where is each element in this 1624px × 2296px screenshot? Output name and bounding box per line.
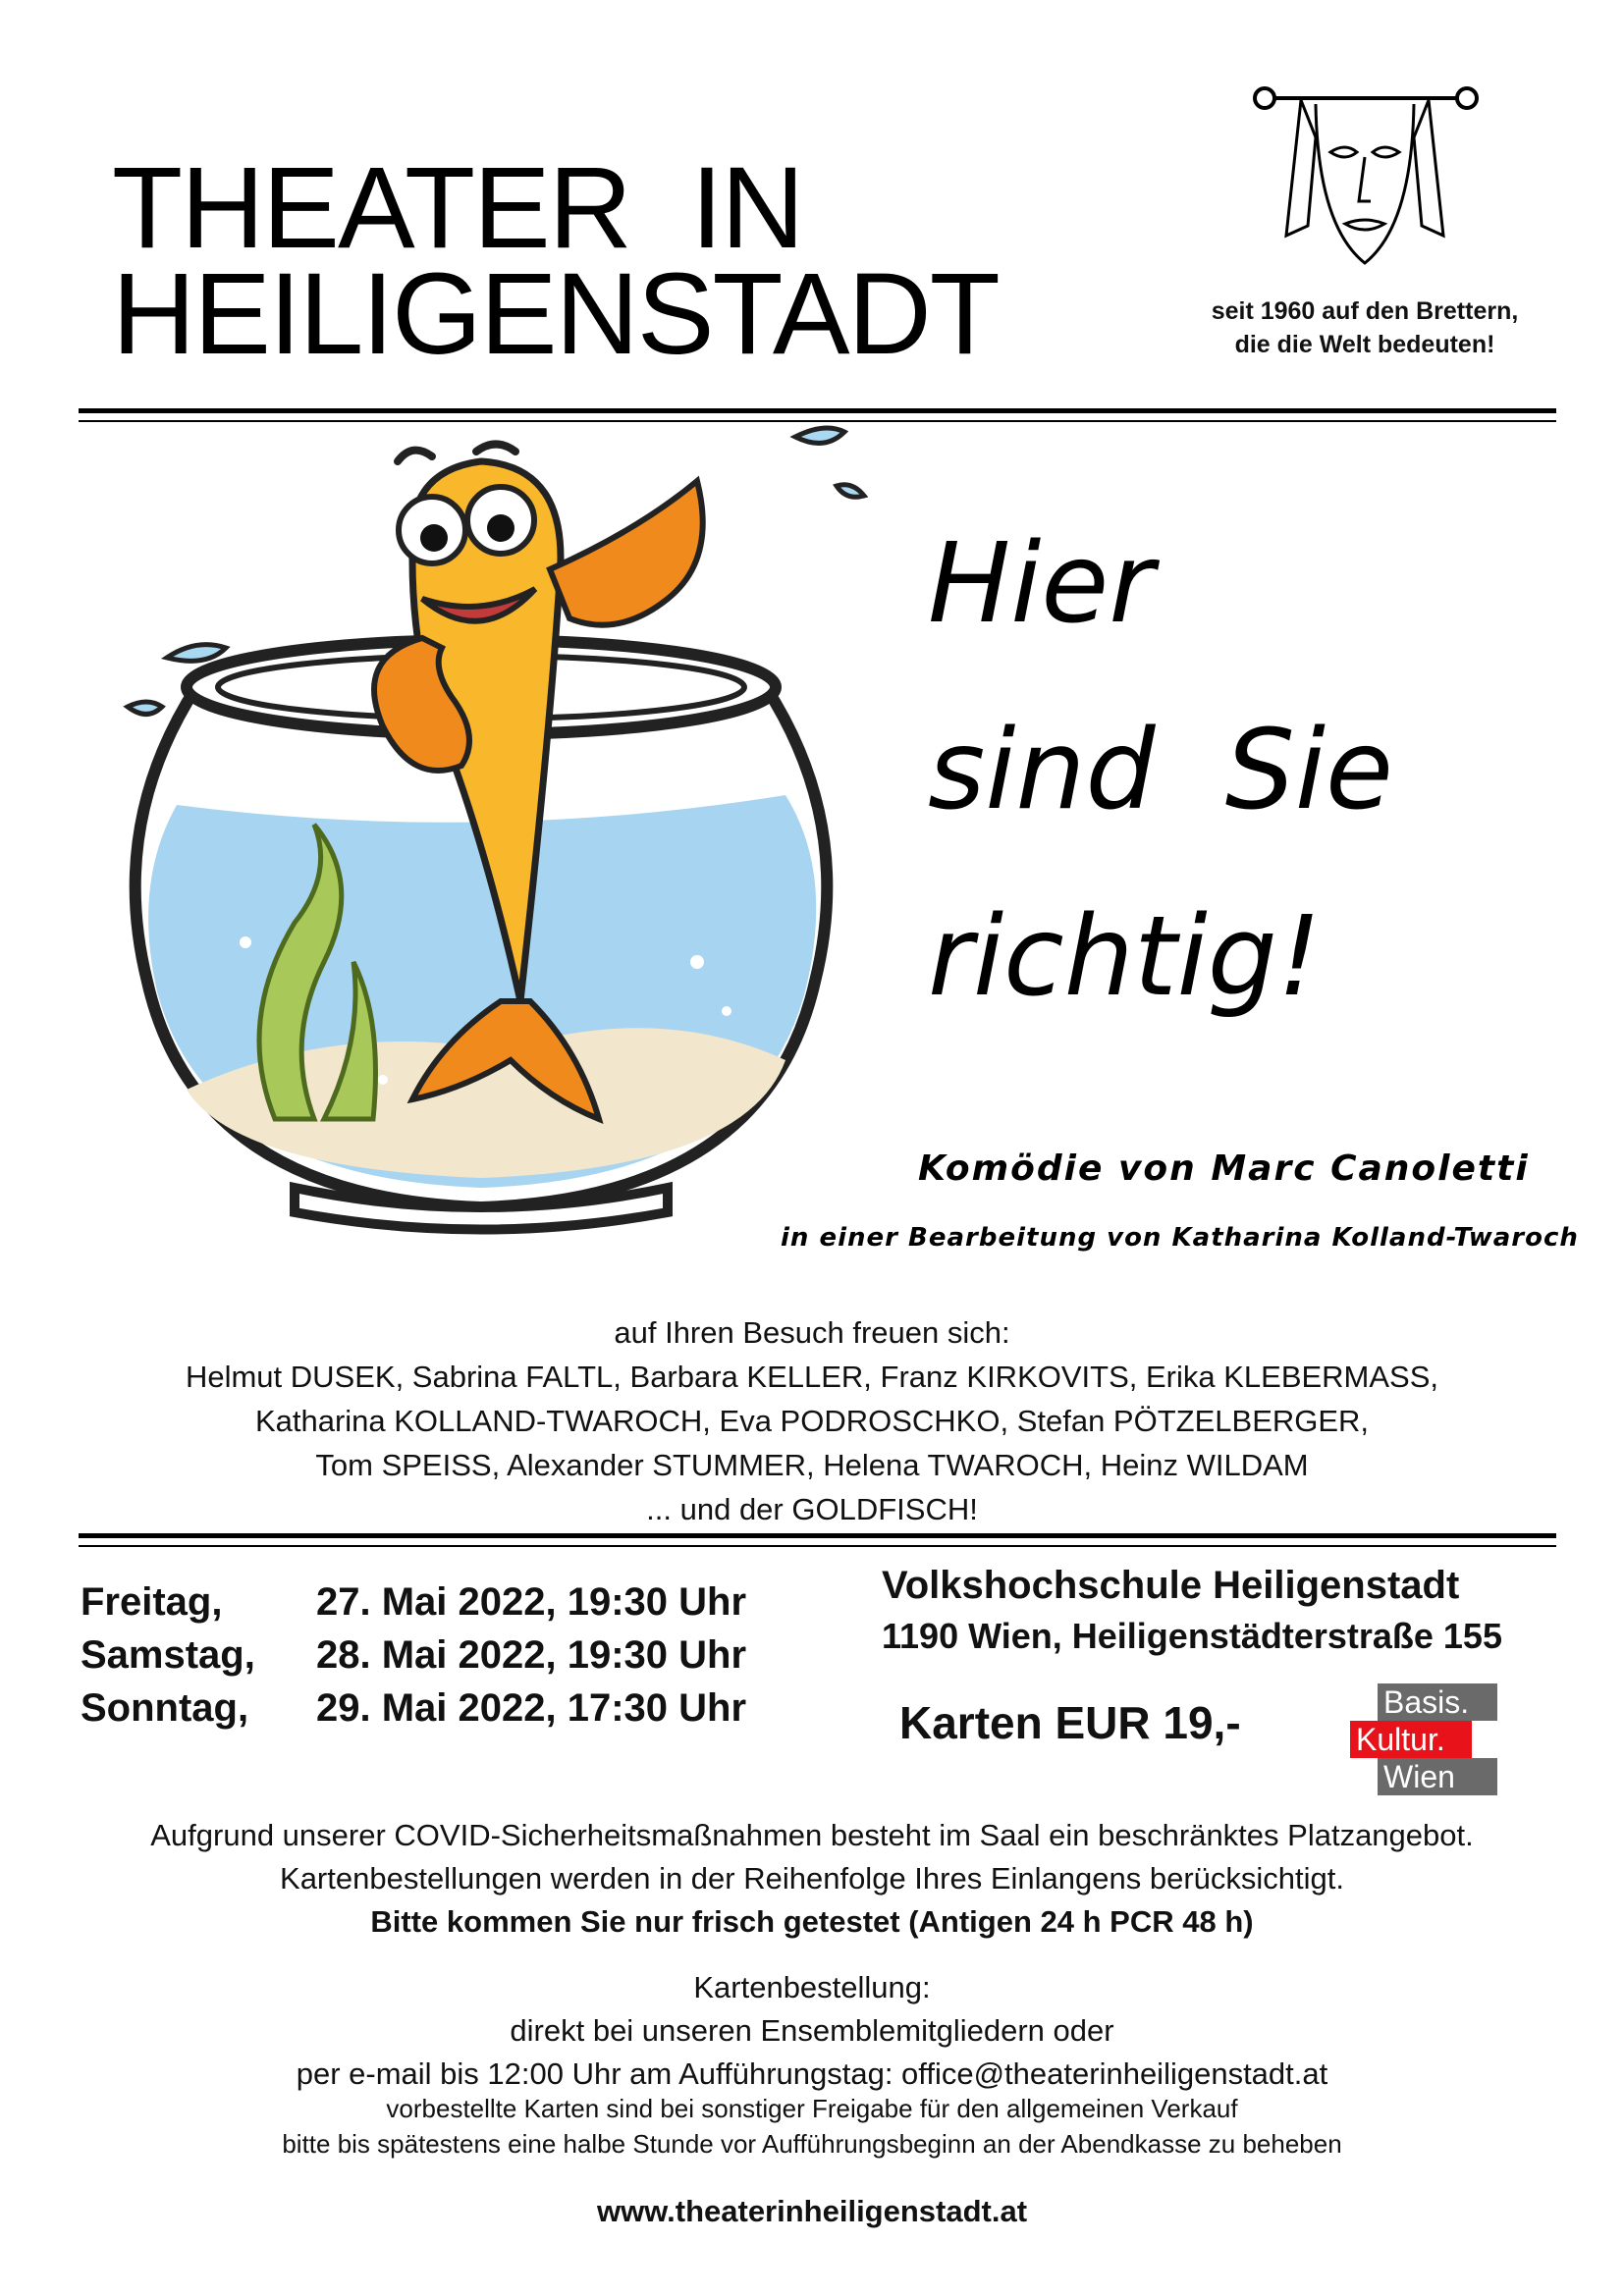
play-title-line2: sind Sie <box>928 707 1393 834</box>
notice-line1: Aufgrund unserer COVID-Sicherheitsmaßnahmen besteht im Saal ein beschränktes Platzangebot. <box>150 1818 1474 1852</box>
slogan <box>1159 294 1571 361</box>
cast-line3: Tom SPEISS, Alexander STUMMER, Helena TWAROCH, Heinz WILDAM <box>315 1448 1309 1482</box>
sponsor-line3: Wien <box>1378 1758 1497 1795</box>
ordering-line1: direkt bei unseren Ensemblemitgliedern oder <box>510 2013 1114 2048</box>
ordering-heading: Kartenbestellung: <box>693 1970 931 2004</box>
schedule-date: 27. Mai 2022, 19:30 Uhr <box>316 1580 747 1624</box>
slogan-line1: seit 1960 auf den Brettern, <box>1211 297 1519 325</box>
basis-kultur-wien-logo <box>1350 1683 1502 1795</box>
cast-line1: Helmut DUSEK, Sabrina FALTL, Barbara KELLER, Franz KIRKOVITS, Erika KLEBERMASS, <box>185 1360 1439 1394</box>
schedule-day: Samstag, <box>81 1633 255 1677</box>
slogan-line2: die die Welt bedeuten! <box>1234 331 1495 358</box>
cast-intro: auf Ihren Besuch freuen sich: <box>614 1315 1010 1350</box>
sponsor-line1: Basis. <box>1378 1683 1497 1721</box>
notice-line3: Bitte kommen Sie nur frisch getestet (Antigen 24 h PCR 48 h) <box>370 1904 1254 1939</box>
play-title-line3: richtig! <box>928 893 1322 1021</box>
cast-line4: ... und der GOLDFISCH! <box>646 1492 978 1526</box>
schedule-divider-thin <box>79 1545 1556 1547</box>
schedule-day: Sonntag, <box>81 1686 249 1730</box>
ordering-note1: vorbestellte Karten sind bei sonstiger Freigabe für den allgemeinen Verkauf <box>386 2094 1238 2123</box>
covid-notice <box>0 1814 1624 1944</box>
ticket-ordering <box>0 1966 1624 2096</box>
ordering-note2: bitte bis spätestens eine halbe Stunde vor Aufführungsbeginn an der Abendkasse zu beheben <box>282 2129 1342 2159</box>
ordering-line2: per e-mail bis 12:00 Uhr am Aufführungstag: office@theaterinheiligenstadt.at <box>296 2056 1328 2091</box>
play-adaptation: in einer Bearbeitung von Katharina Kolland-Twaroch <box>781 1223 1579 1253</box>
schedule-date: 29. Mai 2022, 17:30 Uhr <box>316 1686 747 1730</box>
schedule-row <box>81 1629 746 1682</box>
schedule-row <box>81 1575 746 1629</box>
theater-mask-logo-icon <box>1247 79 1483 275</box>
play-title-line1: Hier <box>928 520 1155 648</box>
venue-name: Volkshochschule Heiligenstadt <box>882 1564 1460 1607</box>
notice-line2: Kartenbestellungen werden in der Reihenfolge Ihres Einlangens berücksichtigt. <box>280 1861 1344 1896</box>
play-author: Komödie von Marc Canoletti <box>918 1148 1530 1189</box>
cast-block <box>0 1310 1624 1531</box>
ticket-price: Karten EUR 19,- <box>899 1697 1241 1748</box>
schedule-row <box>81 1682 746 1735</box>
schedule <box>81 1575 746 1735</box>
theater-title-line1: THEATER IN <box>112 143 803 273</box>
goldfish-in-bowl-icon <box>88 412 874 1256</box>
sponsor-line2: Kultur. <box>1350 1721 1472 1758</box>
ordering-notes <box>0 2091 1624 2162</box>
schedule-date: 28. Mai 2022, 19:30 Uhr <box>316 1633 747 1677</box>
schedule-divider-thick <box>79 1533 1556 1538</box>
cast-line2: Katharina KOLLAND-TWAROCH, Eva PODROSCHKO, Stefan PÖTZELBERGER, <box>254 1404 1370 1438</box>
website-link[interactable]: www.theaterinheiligenstadt.at <box>596 2194 1028 2228</box>
schedule-day: Freitag, <box>81 1580 223 1624</box>
venue-address: 1190 Wien, Heiligenstädterstraße 155 <box>882 1616 1502 1656</box>
theater-title-line2: HEILIGENSTADT <box>112 249 999 379</box>
